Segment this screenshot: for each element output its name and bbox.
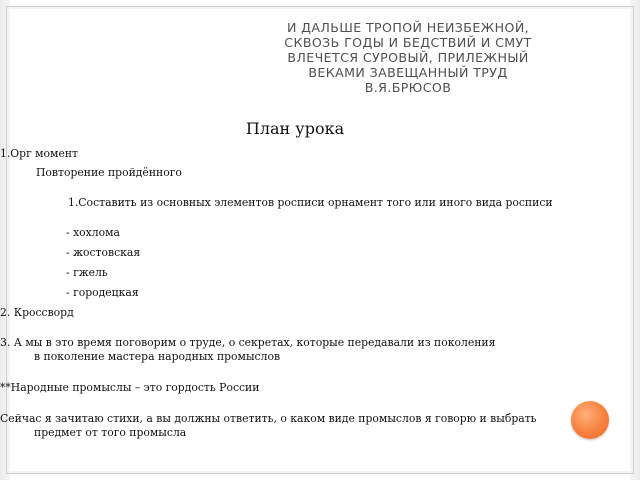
plan-subitem: - хохлома xyxy=(66,225,120,239)
epigraph-line: ВЕКАМИ ЗАВЕЩАННЫЙ ТРУД xyxy=(308,65,508,80)
epigraph-author: В.Я.БРЮСОВ xyxy=(364,80,452,95)
plan-subitem: - жостовская xyxy=(66,245,141,259)
plan-subitem: - городецкая xyxy=(66,285,139,299)
plan-item: Сейчас я зачитаю стихи, а вы должны ответить, о каком виде промыслов я говорю и выбрать предмет от того промысла xyxy=(0,411,537,439)
plan-item: 1.Орг момент xyxy=(0,147,79,160)
plan-subitem: - гжель xyxy=(66,265,108,279)
plan-item: 1.Составить из основных элементов росписи орнамент того или иного вида росписи xyxy=(68,195,553,209)
epigraph-line: СКВОЗЬ ГОДЫ И БЕДСТВИЙ И СМУТ xyxy=(284,35,532,50)
epigraph-line: И ДАЛЬШЕ ТРОПОЙ НЕИЗБЕЖНОЙ, xyxy=(286,20,530,35)
plan-item: 3. А мы в это время поговорим о труде, о секретах, которые передавали из поколения в поколение мастера народных промыслов xyxy=(0,336,496,364)
lesson-plan xyxy=(0,147,556,451)
plan-item: Повторение пройдённого xyxy=(36,166,182,179)
right-decor-band xyxy=(630,0,640,480)
plan-item: 2. Кроссворд xyxy=(0,305,74,319)
epigraph-line: ВЛЕЧЕТСЯ СУРОВЫЙ, ПРИЛЕЖНЫЙ xyxy=(287,50,529,65)
plan-title: План урока xyxy=(245,119,345,138)
left-decor-band xyxy=(0,0,10,480)
epigraph xyxy=(268,20,548,95)
plan-item: **Народные промыслы – это гордость России xyxy=(0,381,260,395)
decorative-orange-circle xyxy=(571,401,609,439)
